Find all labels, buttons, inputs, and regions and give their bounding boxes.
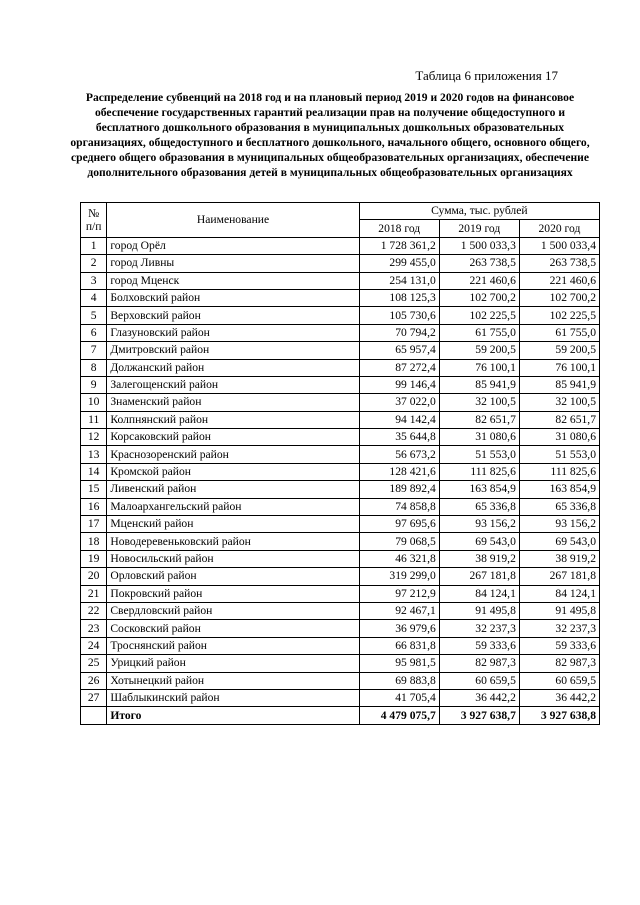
header-sum: Сумма, тыс. рублей [359, 203, 599, 220]
row-num: 1 [81, 237, 107, 254]
row-num: 14 [81, 463, 107, 480]
row-value-2019: 84 124,1 [439, 585, 519, 602]
row-value-2018: 36 979,6 [359, 620, 439, 637]
table-row [81, 672, 600, 689]
row-value-2018: 99 146,4 [359, 376, 439, 393]
row-value-2019: 267 181,8 [439, 568, 519, 585]
row-name: Урицкий район [107, 655, 359, 672]
row-value-2018: 37 022,0 [359, 394, 439, 411]
row-name: Глазуновский район [107, 324, 359, 341]
header-year-2019: 2019 год [439, 220, 519, 237]
row-num: 21 [81, 585, 107, 602]
row-value-2018: 97 212,9 [359, 585, 439, 602]
table-row [81, 568, 600, 585]
row-value-2018: 35 644,8 [359, 429, 439, 446]
row-name: город Мценск [107, 272, 359, 289]
header-num [81, 203, 107, 238]
total-row [81, 707, 600, 724]
document-title: Распределение субвенций на 2018 год и на плановый период 2019 и 2020 годов на финансовое обеспечение государственных гарантий реализации прав на получение общедоступного и бесплатного дошкольного образования в муниципальных дошкольных образовательных организациях, общедоступного и бесплатного дошкольного, начального общего, основного общего, среднего общего образования в муниципальных общеобразовательных организациях, обеспечение дополнительного образования детей в муниципальных общеобразовательных организациях [70, 91, 590, 179]
table-row [81, 376, 600, 393]
row-num: 17 [81, 516, 107, 533]
row-value-2018: 105 730,6 [359, 307, 439, 324]
total-label: Итого [107, 707, 359, 724]
total-2019: 3 927 638,7 [439, 707, 519, 724]
row-name: город Орёл [107, 237, 359, 254]
row-num: 15 [81, 481, 107, 498]
row-value-2019: 85 941,9 [439, 376, 519, 393]
row-num: 8 [81, 359, 107, 376]
row-value-2020: 111 825,6 [519, 463, 599, 480]
row-value-2019: 38 919,2 [439, 550, 519, 567]
row-value-2018: 70 794,2 [359, 324, 439, 341]
row-num: 9 [81, 376, 107, 393]
row-num: 20 [81, 568, 107, 585]
row-value-2019: 263 738,5 [439, 255, 519, 272]
subsidy-table [80, 202, 600, 725]
row-value-2018: 128 421,6 [359, 463, 439, 480]
row-value-2018: 1 728 361,2 [359, 237, 439, 254]
table-row [81, 463, 600, 480]
row-value-2020: 36 442,2 [519, 689, 599, 706]
row-num: 13 [81, 446, 107, 463]
row-value-2020: 32 100,5 [519, 394, 599, 411]
row-value-2020: 91 495,8 [519, 602, 599, 619]
header-num-line2: п/п [85, 219, 102, 233]
row-value-2019: 32 100,5 [439, 394, 519, 411]
row-name: Мценский район [107, 516, 359, 533]
row-name: Свердловский район [107, 602, 359, 619]
table-row [81, 498, 600, 515]
row-value-2020: 65 336,8 [519, 498, 599, 515]
row-value-2020: 69 543,0 [519, 533, 599, 550]
row-num: 7 [81, 342, 107, 359]
row-value-2019: 36 442,2 [439, 689, 519, 706]
table-row [81, 237, 600, 254]
row-value-2018: 319 299,0 [359, 568, 439, 585]
row-value-2018: 189 892,4 [359, 481, 439, 498]
row-num: 23 [81, 620, 107, 637]
row-num: 5 [81, 307, 107, 324]
row-value-2020: 102 700,2 [519, 289, 599, 306]
row-value-2018: 92 467,1 [359, 602, 439, 619]
row-value-2019: 32 237,3 [439, 620, 519, 637]
table-row [81, 516, 600, 533]
row-name: Дмитровский район [107, 342, 359, 359]
row-value-2020: 82 987,3 [519, 655, 599, 672]
row-name: Покровский район [107, 585, 359, 602]
row-value-2019: 59 200,5 [439, 342, 519, 359]
row-num: 26 [81, 672, 107, 689]
appendix-label: Таблица 6 приложения 17 [415, 68, 558, 83]
row-value-2018: 46 321,8 [359, 550, 439, 567]
row-name: Новосильский район [107, 550, 359, 567]
row-value-2018: 41 705,4 [359, 689, 439, 706]
row-value-2018: 254 131,0 [359, 272, 439, 289]
row-num: 16 [81, 498, 107, 515]
table-row [81, 429, 600, 446]
row-value-2020: 51 553,0 [519, 446, 599, 463]
row-value-2020: 82 651,7 [519, 411, 599, 428]
total-2020: 3 927 638,8 [519, 707, 599, 724]
row-value-2018: 65 957,4 [359, 342, 439, 359]
row-value-2020: 60 659,5 [519, 672, 599, 689]
row-value-2018: 56 673,2 [359, 446, 439, 463]
row-value-2020: 32 237,3 [519, 620, 599, 637]
row-value-2020: 38 919,2 [519, 550, 599, 567]
row-value-2018: 97 695,6 [359, 516, 439, 533]
row-value-2018: 95 981,5 [359, 655, 439, 672]
row-value-2020: 76 100,1 [519, 359, 599, 376]
table-row [81, 481, 600, 498]
row-name: Шаблыкинский район [107, 689, 359, 706]
row-num: 24 [81, 637, 107, 654]
row-num: 12 [81, 429, 107, 446]
row-name: Болховский район [107, 289, 359, 306]
row-value-2020: 221 460,6 [519, 272, 599, 289]
row-value-2019: 31 080,6 [439, 429, 519, 446]
row-value-2019: 65 336,8 [439, 498, 519, 515]
row-value-2019: 60 659,5 [439, 672, 519, 689]
row-name: Верховский район [107, 307, 359, 324]
table-header-row [81, 203, 600, 220]
row-value-2020: 59 200,5 [519, 342, 599, 359]
table-row [81, 359, 600, 376]
row-name: Ливенский район [107, 481, 359, 498]
row-name: Знаменский район [107, 394, 359, 411]
table-row [81, 620, 600, 637]
table-row [81, 655, 600, 672]
row-value-2018: 69 883,8 [359, 672, 439, 689]
row-value-2019: 69 543,0 [439, 533, 519, 550]
row-value-2018: 87 272,4 [359, 359, 439, 376]
row-num: 2 [81, 255, 107, 272]
row-value-2020: 31 080,6 [519, 429, 599, 446]
row-value-2019: 82 987,3 [439, 655, 519, 672]
table-row [81, 689, 600, 706]
header-name: Наименование [107, 203, 359, 238]
row-num: 19 [81, 550, 107, 567]
row-value-2020: 102 225,5 [519, 307, 599, 324]
total-2018: 4 479 075,7 [359, 707, 439, 724]
row-name: Должанский район [107, 359, 359, 376]
row-num: 3 [81, 272, 107, 289]
table-row [81, 289, 600, 306]
row-value-2019: 1 500 033,3 [439, 237, 519, 254]
row-name: Залегощенский район [107, 376, 359, 393]
row-value-2019: 102 225,5 [439, 307, 519, 324]
row-value-2019: 163 854,9 [439, 481, 519, 498]
row-value-2018: 74 858,8 [359, 498, 439, 515]
row-name: Орловский район [107, 568, 359, 585]
row-value-2020: 267 181,8 [519, 568, 599, 585]
header-num-line1: № [88, 206, 100, 220]
row-value-2019: 111 825,6 [439, 463, 519, 480]
row-name: Новодеревеньковский район [107, 533, 359, 550]
row-num: 4 [81, 289, 107, 306]
row-name: Корсаковский район [107, 429, 359, 446]
row-value-2020: 85 941,9 [519, 376, 599, 393]
table-row [81, 411, 600, 428]
table-row [81, 307, 600, 324]
row-value-2020: 163 854,9 [519, 481, 599, 498]
row-name: Хотынецкий район [107, 672, 359, 689]
row-name: Малоархангельский район [107, 498, 359, 515]
table-row [81, 394, 600, 411]
header-year-2018: 2018 год [359, 220, 439, 237]
row-value-2019: 91 495,8 [439, 602, 519, 619]
row-name: Кромской район [107, 463, 359, 480]
row-value-2020: 93 156,2 [519, 516, 599, 533]
header-year-2020: 2020 год [519, 220, 599, 237]
table-row [81, 533, 600, 550]
row-num: 22 [81, 602, 107, 619]
table-row [81, 602, 600, 619]
row-num: 6 [81, 324, 107, 341]
total-num [81, 707, 107, 724]
row-value-2019: 102 700,2 [439, 289, 519, 306]
row-value-2018: 94 142,4 [359, 411, 439, 428]
row-num: 18 [81, 533, 107, 550]
row-name: Сосковский район [107, 620, 359, 637]
row-value-2018: 299 455,0 [359, 255, 439, 272]
row-value-2019: 221 460,6 [439, 272, 519, 289]
row-name: Колпнянский район [107, 411, 359, 428]
table-row [81, 342, 600, 359]
table-row [81, 272, 600, 289]
row-value-2020: 263 738,5 [519, 255, 599, 272]
row-value-2018: 108 125,3 [359, 289, 439, 306]
row-value-2019: 59 333,6 [439, 637, 519, 654]
row-value-2020: 1 500 033,4 [519, 237, 599, 254]
table-row [81, 550, 600, 567]
table-row [81, 585, 600, 602]
row-name: город Ливны [107, 255, 359, 272]
row-value-2019: 61 755,0 [439, 324, 519, 341]
row-num: 27 [81, 689, 107, 706]
table-row [81, 255, 600, 272]
row-value-2020: 61 755,0 [519, 324, 599, 341]
row-value-2020: 84 124,1 [519, 585, 599, 602]
row-name: Троснянский район [107, 637, 359, 654]
row-value-2019: 82 651,7 [439, 411, 519, 428]
row-value-2019: 76 100,1 [439, 359, 519, 376]
row-value-2018: 66 831,8 [359, 637, 439, 654]
row-num: 25 [81, 655, 107, 672]
row-value-2020: 59 333,6 [519, 637, 599, 654]
table-row [81, 324, 600, 341]
table-row [81, 446, 600, 463]
table-row [81, 637, 600, 654]
row-value-2019: 51 553,0 [439, 446, 519, 463]
row-value-2019: 93 156,2 [439, 516, 519, 533]
row-num: 10 [81, 394, 107, 411]
row-name: Краснозоренский район [107, 446, 359, 463]
row-num: 11 [81, 411, 107, 428]
row-value-2018: 79 068,5 [359, 533, 439, 550]
